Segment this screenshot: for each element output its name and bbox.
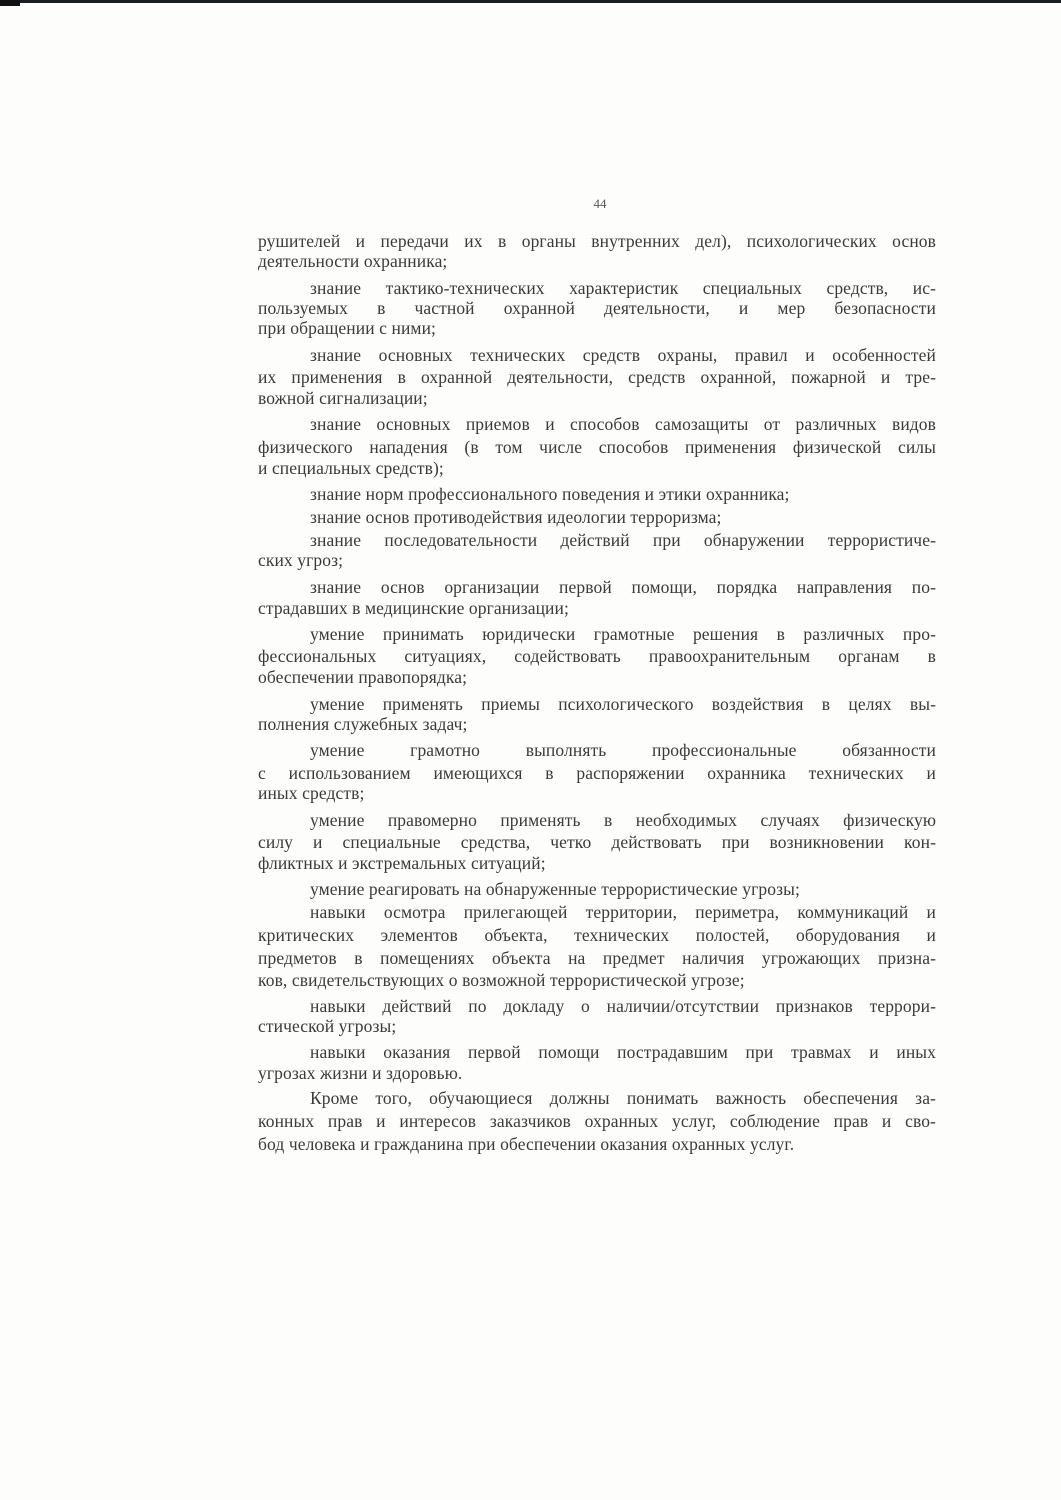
text-line: ков, свидетельствующих о возможной террористической угрозе; — [258, 970, 745, 990]
text-line: фликтных и экстремальных ситуаций; — [258, 853, 546, 873]
text-line: угрозах жизни и здоровью. — [258, 1063, 463, 1083]
text-line: знание последовательности действий при обнаружении террористиче- — [310, 530, 936, 550]
text-line: силу и специальные средства, четко действовать при возникновении кон- — [258, 832, 936, 852]
text-line: знание основ противодействия идеологии терроризма; — [310, 507, 722, 527]
text-line: с использованием имеющихся в распоряжении охранника технических и — [258, 763, 936, 783]
text-line: критических элементов объекта, технических полостей, оборудования и — [258, 925, 936, 945]
text-line: физического нападения (в том числе способов применения физической силы — [258, 437, 936, 457]
text-line: умение грамотно выполнять профессиональные обязанности — [310, 740, 936, 760]
text-line: при обращении с ними; — [258, 318, 437, 338]
text-line: стической угрозы; — [258, 1016, 397, 1036]
text-line: конных прав и интересов заказчиков охранных услуг, соблюдение прав и сво- — [258, 1111, 936, 1131]
text-line: знание основных приемов и способов самозащиты от различных видов — [310, 414, 936, 434]
text-line: умение правомерно применять в необходимых случаях физическую — [310, 810, 936, 830]
text-line: иных средств; — [258, 783, 365, 803]
scan-edge — [0, 0, 1061, 3]
text-line: рушителей и передачи их в органы внутренних дел), психологических основ — [258, 231, 936, 251]
text-line: Кроме того, обучающиеся должны понимать важность обеспечения за- — [310, 1088, 936, 1108]
text-line: навыки оказания первой помощи пострадавшим при травмах и иных — [310, 1042, 936, 1062]
text-line: и специальных средств); — [258, 458, 444, 478]
text-line: умение применять приемы психологического воздействия в целях вы- — [310, 694, 936, 714]
text-line: деятельности охранника; — [258, 251, 448, 271]
text-line: страдавших в медицинские организации; — [258, 598, 569, 618]
text-line: предметов в помещениях объекта на предмет наличия угрожающих призна- — [258, 948, 936, 968]
text-line: знание основ организации первой помощи, порядка направления по- — [310, 577, 936, 597]
text-line: навыки осмотра прилегающей территории, периметра, коммуникаций и — [310, 902, 936, 922]
text-line: их применения в охранной деятельности, средств охранной, пожарной и тре- — [258, 367, 936, 387]
text-line: полнения служебных задач; — [258, 714, 468, 734]
text-line: знание норм профессионального поведения и этики охранника; — [310, 484, 790, 504]
text-line: навыки действий по докладу о наличии/отсутствии признаков террори- — [310, 996, 936, 1016]
page-number: 44 — [593, 196, 607, 211]
text-line: умение принимать юридически грамотные решения в различных про- — [310, 624, 936, 644]
text-line: знание тактико-технических характеристик специальных средств, ис- — [310, 278, 936, 298]
text-line: знание основных технических средств охраны, правил и особенностей — [310, 345, 936, 365]
text-line: умение реагировать на обнаруженные террористические угрозы; — [310, 879, 800, 899]
text-line: бод человека и гражданина при обеспечении оказания охранных услуг. — [258, 1134, 795, 1154]
text-line: ских угроз; — [258, 550, 344, 570]
text-line: фессиональных ситуациях, содействовать правоохранительным органам в — [258, 646, 936, 666]
scan-corner — [0, 0, 20, 6]
text-line: пользуемых в частной охранной деятельности, и мер безопасности — [258, 298, 936, 318]
text-line: обеспечении правопорядка; — [258, 667, 468, 687]
text-line: вожной сигнализации; — [258, 388, 428, 408]
